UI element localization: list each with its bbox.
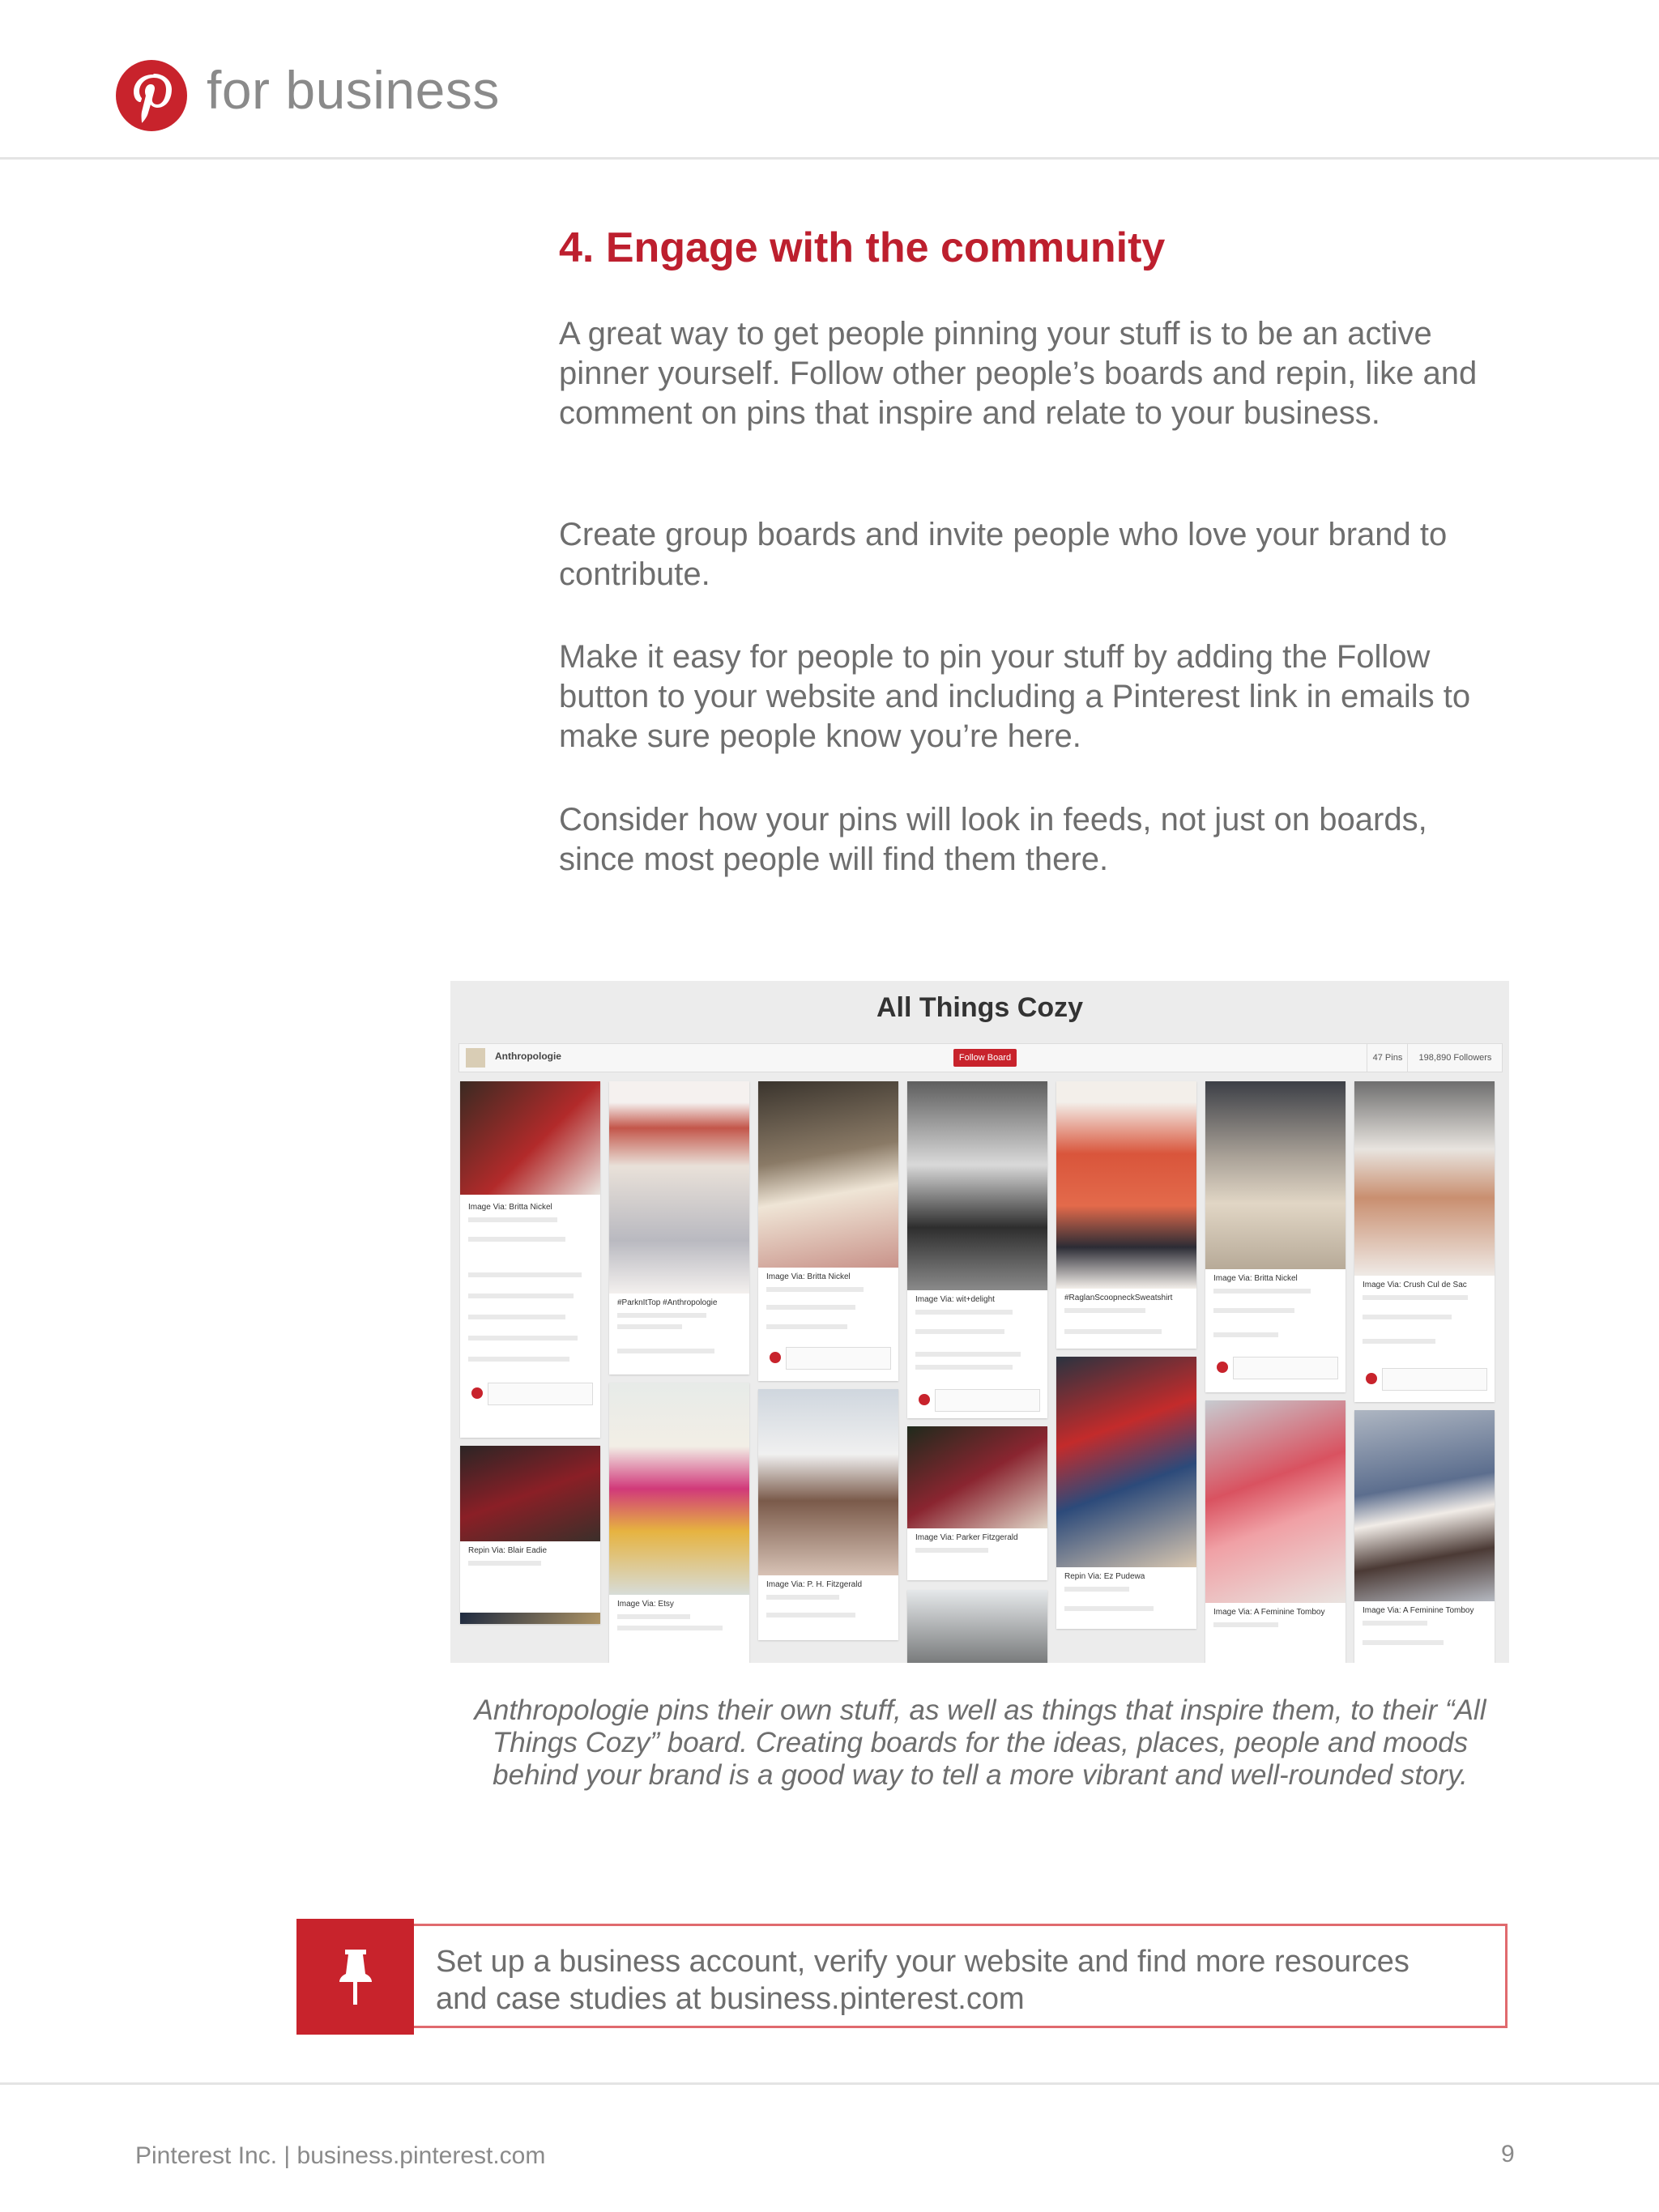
- pin-card[interactable]: [758, 1389, 898, 1640]
- board-owner: Anthropologie: [495, 1051, 561, 1062]
- pin-image: [460, 1081, 600, 1195]
- pin-image: [907, 1081, 1047, 1290]
- follow-board-button[interactable]: Follow Board: [953, 1049, 1017, 1067]
- pin-image: [609, 1383, 749, 1595]
- pin-icon: [1217, 1362, 1228, 1373]
- header-divider: [0, 157, 1659, 160]
- owner-avatar: [466, 1048, 485, 1068]
- pin-caption: Image Via: P. H. Fitzgerald: [766, 1580, 863, 1589]
- pin-card[interactable]: [907, 1426, 1047, 1580]
- pin-image: [907, 1426, 1047, 1528]
- pins-count: 47 Pins: [1367, 1044, 1408, 1072]
- pin-card[interactable]: [907, 1081, 1047, 1418]
- pin-card[interactable]: [1205, 1081, 1346, 1392]
- section-heading: 4. Engage with the community: [559, 224, 1166, 271]
- followers-count: 198,890 Followers: [1407, 1044, 1503, 1072]
- pin-caption: Image Via: A Feminine Tomboy: [1363, 1606, 1474, 1615]
- board-toolbar: [458, 1043, 1503, 1072]
- pin-card[interactable]: [609, 1383, 749, 1663]
- board-screenshot: [450, 981, 1509, 1663]
- pin-icon: [919, 1394, 930, 1405]
- add-comment-input[interactable]: [1382, 1368, 1487, 1391]
- pin-image: [1205, 1081, 1346, 1269]
- paragraph-2: Create group boards and invite people who love your brand to contribute.: [559, 517, 1448, 592]
- pin-image: [1056, 1081, 1196, 1289]
- pin-caption: Repin Via: Ez Pudewa: [1064, 1572, 1145, 1581]
- pin-image: [609, 1081, 749, 1294]
- paragraph-4: Consider how your pins will look in feeds, not just on boards, since most people will find them there.: [559, 802, 1427, 877]
- pin-card[interactable]: [460, 1081, 600, 1438]
- add-comment-input[interactable]: [488, 1383, 593, 1405]
- pin-caption: Image Via: Britta Nickel: [468, 1203, 552, 1212]
- pin-card[interactable]: [460, 1446, 600, 1624]
- pin-image: [1205, 1400, 1346, 1603]
- pin-image: [460, 1446, 600, 1541]
- pin-caption: #RaglanScoopneckSweatshirt: [1064, 1294, 1173, 1302]
- footer-text: Pinterest Inc. | business.pinterest.com: [135, 2142, 546, 2169]
- pin-card[interactable]: [1354, 1081, 1495, 1402]
- paragraph-1: A great way to get people pinning your stuff is to be an active pinner yourself. Follow other people’s boards and repin, like and comment on pins that inspire and relate to your business.: [559, 316, 1478, 431]
- pin-caption: Image Via: Britta Nickel: [1213, 1274, 1298, 1283]
- pin-caption: Image Via: Britta Nickel: [766, 1272, 851, 1281]
- callout-line-1: Set up a business account, verify your website and find more resources: [436, 1945, 1410, 1979]
- pin-card[interactable]: [907, 1590, 1047, 1663]
- brand-title: for business: [207, 60, 500, 120]
- pin-caption: Image Via: wit+delight: [915, 1295, 995, 1304]
- add-comment-input[interactable]: [935, 1389, 1040, 1412]
- add-comment-input[interactable]: [786, 1347, 891, 1370]
- footer-divider: [0, 2082, 1659, 2085]
- pin-image: [1354, 1410, 1495, 1601]
- pin-icon: [471, 1387, 483, 1399]
- pin-caption: Image Via: Etsy: [617, 1600, 674, 1609]
- pin-image: [758, 1081, 898, 1268]
- pinterest-logo-icon: [116, 60, 187, 131]
- pin-caption: Repin Via: Blair Eadie: [468, 1546, 548, 1555]
- pin-image: [1056, 1357, 1196, 1567]
- board-title: All Things Cozy: [876, 992, 1083, 1023]
- pushpin-icon: [296, 1919, 414, 2035]
- page-number: 9: [1501, 2141, 1515, 2167]
- callout-line-2: and case studies at business.pinterest.com: [436, 1982, 1025, 2016]
- callout-text: [436, 1943, 1410, 2018]
- pin-caption: Image Via: Crush Cul de Sac: [1363, 1281, 1467, 1289]
- pin-icon: [770, 1352, 781, 1363]
- pin-card[interactable]: [1056, 1081, 1196, 1349]
- pin-caption: Image Via: A Feminine Tomboy: [1213, 1608, 1325, 1617]
- pin-icon: [1366, 1373, 1377, 1384]
- pin-card[interactable]: [758, 1081, 898, 1381]
- paragraph-3: Make it easy for people to pin your stuff by adding the Follow button to your website and including a Pinterest link in emails to make sure people know you’re here.: [559, 639, 1471, 754]
- pin-card[interactable]: [1056, 1357, 1196, 1629]
- pin-card[interactable]: [1205, 1400, 1346, 1663]
- pin-image: [758, 1389, 898, 1575]
- pin-caption: #ParknItTop #Anthropologie: [617, 1298, 718, 1307]
- add-comment-input[interactable]: [1233, 1357, 1338, 1379]
- screenshot-caption: Anthropologie pins their own stuff, as well as things that inspire them, to their “All Things Cozy” board. Creating boards for the ideas, places, people and moods behind your brand is a good way to tell a more vibrant and well-rounded story.: [474, 1694, 1486, 1791]
- pin-card[interactable]: [609, 1081, 749, 1375]
- pin-caption: Image Via: Parker Fitzgerald: [915, 1533, 1018, 1542]
- pin-card[interactable]: [1354, 1410, 1495, 1663]
- pin-image: [1354, 1081, 1495, 1276]
- callout-badge: [296, 1919, 414, 2035]
- pin-image: [907, 1590, 1047, 1663]
